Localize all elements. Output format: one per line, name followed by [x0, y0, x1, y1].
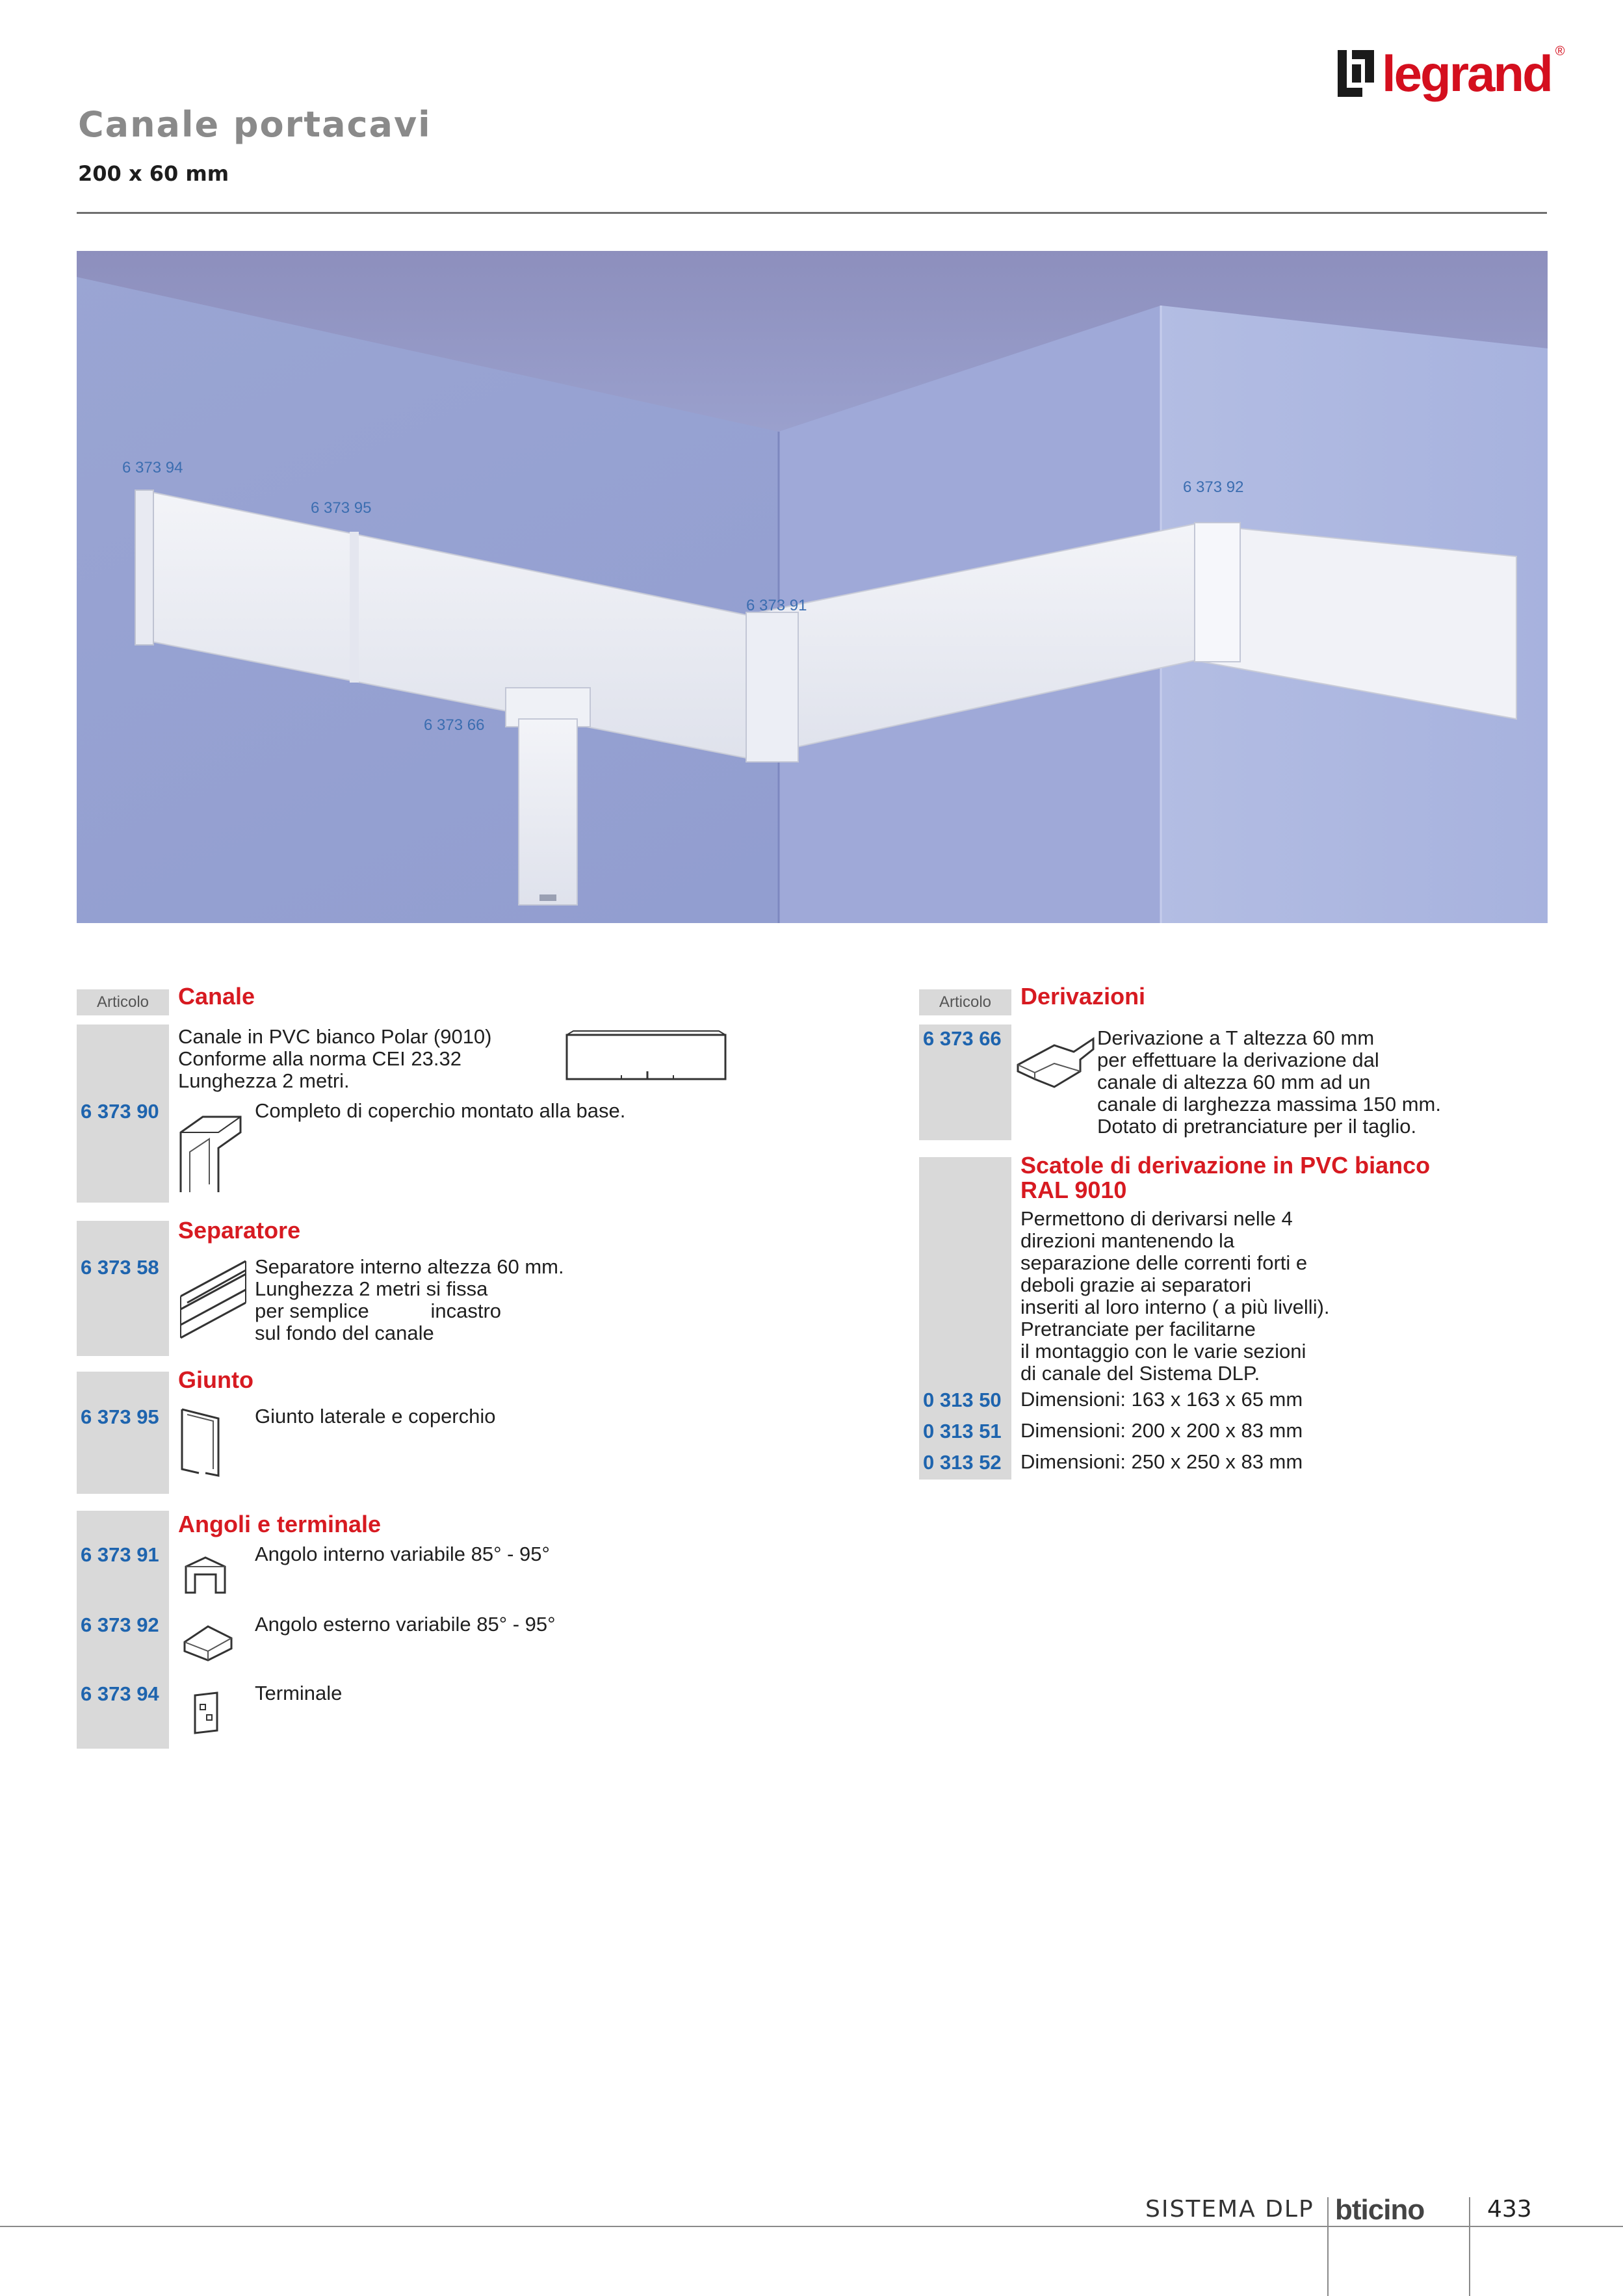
legrand-logo	[1338, 44, 1565, 103]
callout-6-373-95: 6 373 95	[311, 499, 372, 517]
section-title-scatole: Scatole di derivazione in PVC bianco RAL 9010	[1020, 1152, 1431, 1203]
code-6-373-92: 6 373 92	[81, 1613, 159, 1636]
articolo-header-right: Articolo	[919, 989, 1011, 1015]
section-title-giunto: Giunto	[178, 1366, 253, 1393]
code-6-373-94: 6 373 94	[81, 1682, 159, 1705]
angolo-esterno-desc: Angolo esterno variabile 85° - 95°	[255, 1613, 556, 1636]
terminale-desc: Terminale	[255, 1682, 343, 1704]
bticino-logo	[1335, 2196, 1462, 2224]
code-0-313-50: 0 313 50	[923, 1389, 1002, 1411]
scatole-intro: Permettono di derivarsi nelle 4 direzioni mantenendo la separazione delle correnti forti e deboli grazie ai separatori inseriti al loro interno ( a più livelli). Pretranciate per facilitarne il montaggio con le varie sezioni di canale del Sistema DLP.	[1020, 1207, 1330, 1385]
legrand-mark-icon	[1338, 50, 1374, 97]
derivazioni-desc: Derivazione a T altezza 60 mm per effettuare la derivazione dal canale di altezza 60 mm ad un canale di larghezza massima 150 mm. Dotato di pretranciature per il taglio.	[1097, 1026, 1441, 1138]
code-6-373-91: 6 373 91	[81, 1543, 159, 1566]
section-title-angoli: Angoli e terminale	[178, 1511, 382, 1537]
scatola-51-desc: Dimensioni: 200 x 200 x 83 mm	[1020, 1419, 1303, 1442]
canale-desc: Completo di coperchio montato alla base.	[255, 1099, 626, 1122]
code-6-373-90: 6 373 90	[81, 1100, 159, 1123]
articolo-header-left: Articolo	[77, 989, 169, 1015]
end-cap-icon	[191, 1690, 221, 1739]
section-title-separatore: Separatore	[178, 1217, 301, 1244]
code-0-313-51: 0 313 51	[923, 1420, 1002, 1442]
footer-separator-1	[1327, 2197, 1329, 2296]
code-column-separatore	[77, 1221, 169, 1356]
callout-6-373-91: 6 373 91	[746, 597, 807, 614]
registered-mark: ®	[1555, 44, 1565, 59]
inner-corner-icon	[182, 1555, 229, 1600]
page-title: Canale portacavi	[78, 104, 432, 145]
scatola-50-desc: Dimensioni: 163 x 163 x 65 mm	[1020, 1388, 1303, 1411]
code-6-373-66: 6 373 66	[923, 1027, 1002, 1050]
code-6-373-95: 6 373 95	[81, 1405, 159, 1428]
page-subtitle: 200 x 60 mm	[78, 161, 229, 186]
bticino-wordmark: bticino	[1335, 2194, 1425, 2226]
giunto-desc: Giunto laterale e coperchio	[255, 1405, 496, 1428]
product-photo	[77, 251, 1548, 923]
separatore-desc: Separatore interno altezza 60 mm. Lunghezza 2 metri si fissa per semplice incastro sul fondo del canale	[255, 1255, 564, 1344]
canale-intro: Canale in PVC bianco Polar (9010) Conforme alla norma CEI 23.32 Lunghezza 2 metri.	[178, 1025, 492, 1092]
footer-divider	[0, 2226, 1623, 2227]
callout-6-373-66: 6 373 66	[424, 716, 485, 734]
outer-corner-icon	[182, 1623, 234, 1666]
separator-icon	[178, 1257, 250, 1348]
duct-profile-icon	[177, 1113, 244, 1199]
duct-section-icon	[563, 1030, 729, 1088]
code-column-giunto	[77, 1372, 169, 1494]
logo-wordmark: legrand	[1382, 45, 1552, 102]
section-title-derivazioni: Derivazioni	[1020, 983, 1146, 1010]
footer-system-name: SISTEMA DLP	[1145, 2196, 1314, 2223]
angolo-interno-desc: Angolo interno variabile 85° - 95°	[255, 1543, 550, 1565]
code-6-373-58: 6 373 58	[81, 1256, 159, 1279]
scatola-52-desc: Dimensioni: 250 x 250 x 83 mm	[1020, 1450, 1303, 1473]
header-divider	[77, 212, 1547, 214]
callout-6-373-92: 6 373 92	[1183, 478, 1244, 496]
section-title-canale: Canale	[178, 983, 255, 1010]
callout-6-373-94: 6 373 94	[122, 459, 183, 476]
code-0-313-52: 0 313 52	[923, 1451, 1002, 1474]
page-number: 433	[1487, 2196, 1532, 2223]
joint-icon	[179, 1405, 222, 1481]
t-branch-icon	[1015, 1032, 1096, 1094]
footer-separator-2	[1469, 2197, 1470, 2296]
